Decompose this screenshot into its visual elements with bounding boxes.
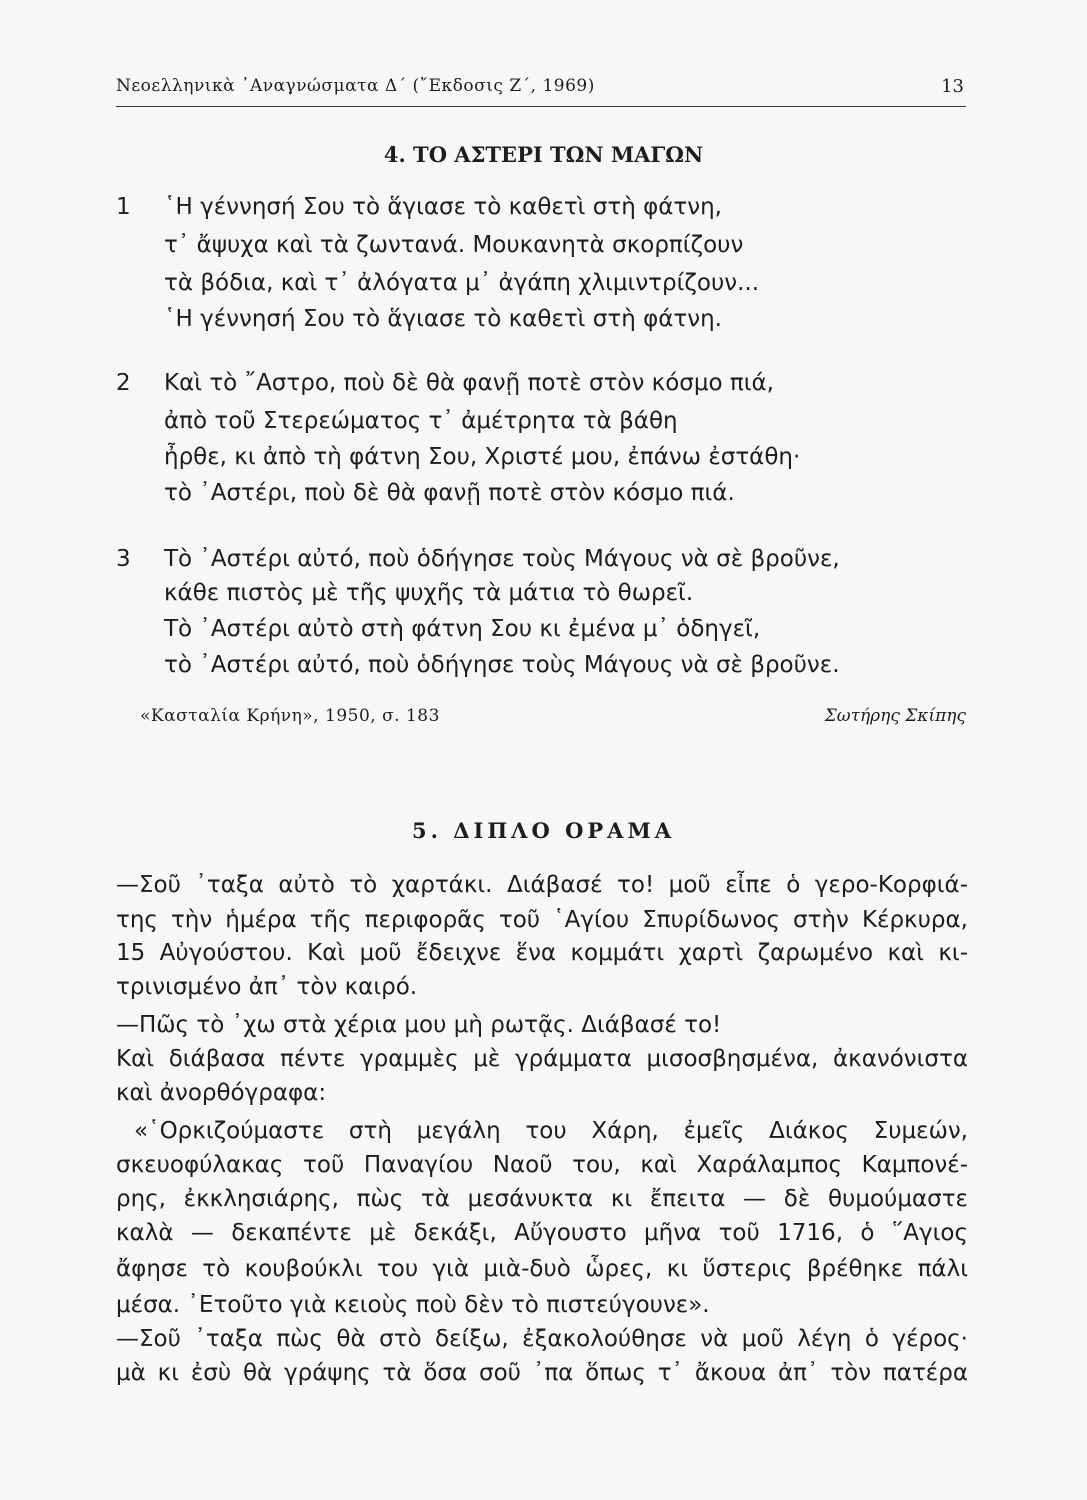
- prose-line: ἄφησε τὸ κουβούκλι του γιὰ μιὰ-δυὸ ὧρες, κι ὕστερις βρέθηκε πάλι: [116, 1256, 968, 1282]
- prose-line: Καὶ διάβασα πέντε γραμμὲς μὲ γράμματα μισοσβησμένα, ἀκανόνιστα: [116, 1046, 968, 1072]
- prose-line: —Σοῦ ᾿ταξα πὼς θὰ στὸ δείξω, ἐξακολούθησε νὰ μοῦ λέγη ὁ γέρος·: [116, 1326, 968, 1352]
- page-header: [116, 72, 966, 107]
- poem-line: ῾Η γέννησή Σου τὸ ἅγιασε τὸ καθετὶ στὴ φάτνη.: [164, 306, 722, 332]
- poem-author: Σωτήρης Σκίπης: [824, 706, 966, 726]
- stanza-number: 2: [116, 370, 131, 396]
- poem-line: τὸ ᾿Αστέρι αὐτό, ποὺ ὁδήγησε τοὺς Μάγους νὰ σὲ βροῦνε.: [164, 652, 840, 678]
- stanza-number: 1: [116, 194, 131, 220]
- prose-line: της τὴν ἡμέρα τῆς περιφορᾶς τοῦ ῾Αγίου Σπυρίδωνος στὴν Κέρκυρα,: [116, 907, 968, 933]
- running-head-title: Νεοελληνικὰ ᾿Αναγνώσματα Δ΄ (῎Εκδοσις Ζ΄, 1969): [116, 76, 595, 96]
- source-citation: «Κασταλία Κρήνη», 1950, σ. 183: [140, 706, 440, 726]
- prose-line: «῾Ορκιζούμαστε στὴ μεγάλη του Χάρη, ἐμεῖς Διάκος Συμεών,: [134, 1118, 968, 1144]
- poem-line: Τὸ ᾿Αστέρι αὐτὸ στὴ φάτνη Σου κι ἐμένα μ᾿ ὁδηγεῖ,: [164, 616, 761, 642]
- prose-line: —Πῶς τὸ ᾿χω στὰ χέρια μου μὴ ρωτᾷς. Διάβασέ το!: [116, 1012, 722, 1038]
- prose-line: —Σοῦ ᾿ταξα αὐτὸ τὸ χαρτάκι. Διάβασέ το! μοῦ εἶπε ὁ γερο-Κορφιά-: [116, 872, 968, 898]
- poem-source: [140, 706, 966, 730]
- poem-line: Τὸ ᾿Αστέρι αὐτό, ποὺ ὁδήγησε τοὺς Μάγους νὰ σὲ βροῦνε,: [164, 546, 840, 572]
- poem-line: ἀπὸ τοῦ Στερεώματος τ᾿ ἀμέτρητα τὰ βάθη: [164, 408, 678, 434]
- prose-line: μέσα. ᾿Ετοῦτο γιὰ κειοὺς ποὺ δὲν τὸ πιστεύγουνε».: [116, 1292, 710, 1318]
- prose-line: 15 Αὐγούστου. Καὶ μοῦ ἔδειχνε ἕνα κομμάτι χαρτὶ ζαρωμένο καὶ κι-: [116, 940, 968, 966]
- prose-line: τρινισμένο ἀπ᾿ τὸν καιρό.: [116, 974, 418, 1000]
- poem-line: κάθε πιστὸς μὲ τῆς ψυχῆς τὰ μάτια τὸ θωρεῖ.: [164, 580, 694, 606]
- poem-line: τ᾿ ἄψυχα καὶ τὰ ζωντανά. Μουκανητὰ σκορπίζουν: [164, 232, 744, 258]
- poem-line: τὰ βόδια, καὶ τ᾿ ἀλόγατα μ᾿ ἀγάπη χλιμιντρίζουν...: [164, 270, 760, 296]
- prose-line: σκευοφύλακας τοῦ Παναγίου Ναοῦ του, καὶ Χαράλαμπος Καμπονέ-: [116, 1152, 968, 1178]
- poem-line: Καὶ τὸ ῎Αστρο, ποὺ δὲ θὰ φανῇ ποτὲ στὸν κόσμο πιά,: [164, 370, 774, 396]
- prose-line: μὰ κι ἐσὺ θὰ γράψης τὰ ὅσα σοῦ ᾿πα ὅπως τ᾿ ἄκουα ἀπ᾿ τὸν πατέρα: [116, 1360, 968, 1386]
- stanza-number: 3: [116, 546, 131, 572]
- poem-title: 4. ΤΟ ΑΣΤΕΡΙ ΤΩΝ ΜΑΓΩΝ: [383, 142, 704, 167]
- poem-line: ἦρθε, κι ἀπὸ τὴ φάτνη Σου, Χριστέ μου, ἐπάνω ἐστάθη·: [164, 444, 801, 470]
- prose-line: καλὰ — δεκαπέντε μὲ δεκάξι, Αὔγουστο μῆνα τοῦ 1716, ὁ ῞Αγιος: [116, 1220, 968, 1246]
- poem-line: τὸ ᾿Αστέρι, ποὺ δὲ θὰ φανῇ ποτὲ στὸν κόσμο πιά.: [164, 480, 735, 506]
- poem-line: ῾Η γέννησή Σου τὸ ἅγιασε τὸ καθετὶ στὴ φάτνη,: [164, 194, 722, 220]
- story-title: 5. ΔΙΠΛΟ ΟΡΑΜΑ: [412, 818, 675, 843]
- prose-line: καὶ ἀνορθόγραφα:: [116, 1080, 327, 1106]
- page-number: 13: [941, 76, 964, 97]
- prose-line: ρης, ἐκκλησιάρης, πὼς τὰ μεσάνυκτα κι ἔπειτα — δὲ θυμούμαστε: [116, 1186, 968, 1212]
